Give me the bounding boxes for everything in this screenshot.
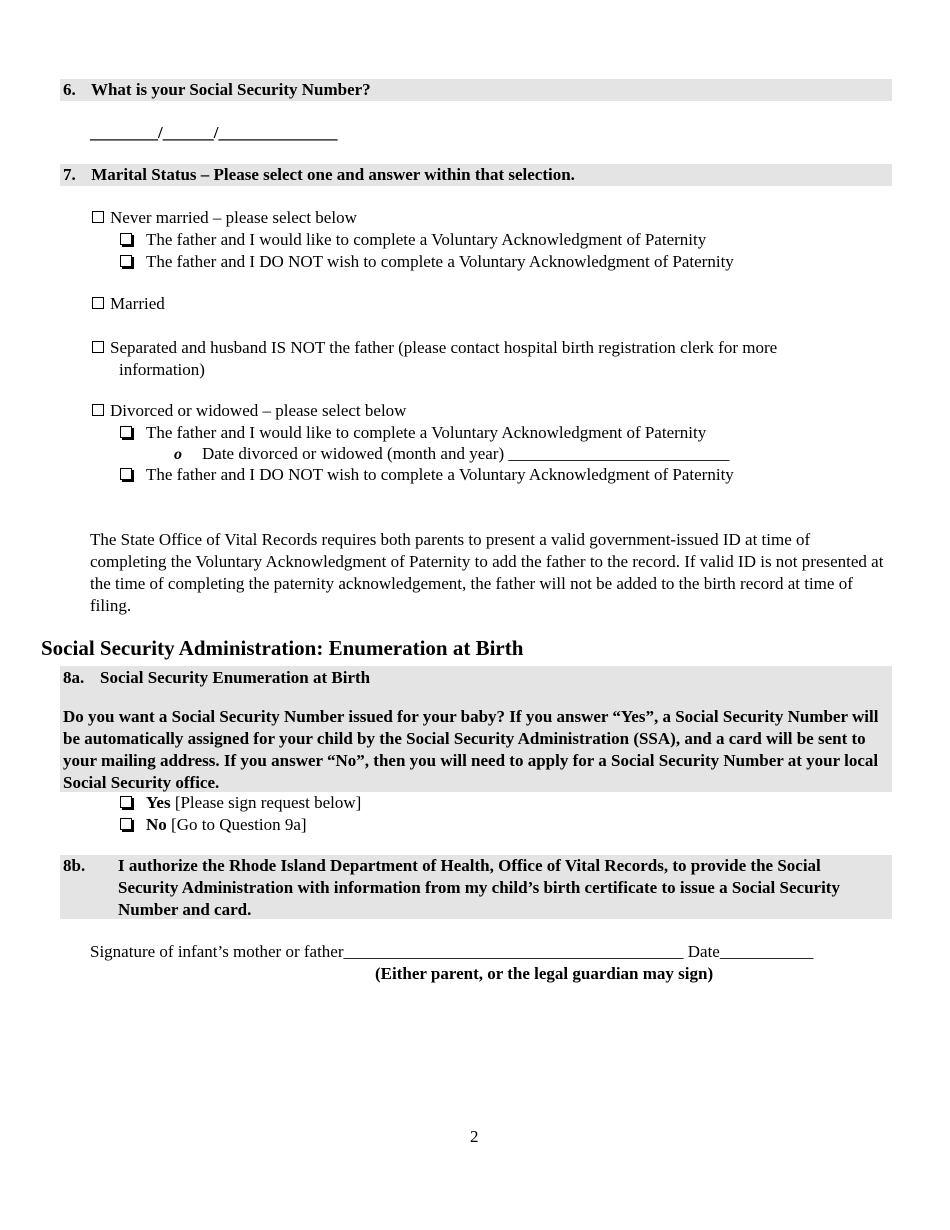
- page-number: 2: [470, 1127, 479, 1146]
- q6-question: What is your Social Security Number?: [90, 80, 371, 99]
- never-married-option[interactable]: [92, 207, 357, 229]
- checkbox-vap-yes-divorced[interactable]: [120, 426, 132, 438]
- divorced-vap-no[interactable]: [120, 464, 734, 486]
- q8a-question-text: Do you want a Social Security Number issued for your baby? If you answer “Yes”, a Social Security Number will be automatically assigned for your child by the Social Security Administration (SSA), and a card will be sent to your mailing address. If you answer “No”, then you will need to apply for a Social Security Number at your local Social Security office.: [63, 707, 879, 792]
- q8a-number: 8a.: [63, 668, 85, 687]
- ssn-no-label: No: [146, 815, 167, 834]
- q8b-block: [60, 855, 892, 919]
- checkbox-divorced[interactable]: [92, 404, 104, 416]
- checkbox-vap-no-never-married[interactable]: [120, 255, 132, 267]
- never-married-label: Never married – please select below: [110, 208, 357, 227]
- vap-yes-label: The father and I would like to complete a Voluntary Acknowledgment of Paternity: [146, 230, 707, 249]
- q8a-block: [60, 666, 892, 792]
- separated-label-line1: Separated and husband IS NOT the father (please contact hospital birth registration clerk for more: [110, 338, 778, 357]
- q8b-number: 8b.: [63, 856, 86, 875]
- ssn-input-line[interactable]: ________/______/______________: [90, 123, 338, 142]
- q7-number: 7.: [63, 165, 76, 184]
- q8a-title: Social Security Enumeration at Birth: [100, 668, 371, 687]
- separated-option[interactable]: [92, 337, 777, 359]
- ssn-yes-option[interactable]: [120, 792, 361, 814]
- q8b-authorization-text: I authorize the Rhode Island Department of Health, Office of Vital Records, to provide the Social Security Administration with information from my child’s birth certificate to issue a Social Security Number and card.: [118, 856, 840, 919]
- vap-no-label: The father and I DO NOT wish to complete a Voluntary Acknowledgment of Paternity: [146, 252, 734, 271]
- checkbox-ssn-no[interactable]: [120, 818, 132, 830]
- married-label: Married: [110, 294, 165, 313]
- checkbox-never-married[interactable]: [92, 211, 104, 223]
- married-option[interactable]: [92, 293, 165, 315]
- separated-label-line2: information): [119, 360, 205, 379]
- ssn-no-note: [Go to Question 9a]: [171, 815, 307, 834]
- checkbox-separated[interactable]: [92, 341, 104, 353]
- q7-question: Marital Status – Please select one and answer within that selection.: [91, 165, 575, 184]
- ssn-yes-label: Yes: [146, 793, 171, 812]
- divorced-vap-no-label: The father and I DO NOT wish to complete a Voluntary Acknowledgment of Paternity: [146, 465, 734, 484]
- q7-header-bar: [60, 164, 892, 186]
- ssn-yes-note: [Please sign request below]: [174, 793, 362, 812]
- checkbox-vap-no-divorced[interactable]: [120, 468, 132, 480]
- signature-field[interactable]: Signature of infant’s mother or father________________________________________ Date___________: [90, 942, 814, 961]
- divorce-date-field[interactable]: [174, 443, 729, 466]
- checkbox-vap-yes-never-married[interactable]: [120, 233, 132, 245]
- ssa-section-heading: Social Security Administration: Enumeration at Birth: [41, 636, 524, 660]
- never-married-vap-no[interactable]: [120, 251, 734, 273]
- checkbox-married[interactable]: [92, 297, 104, 309]
- q6-header-bar: [60, 79, 892, 101]
- signature-note: (Either parent, or the legal guardian may sign): [375, 964, 714, 983]
- ssn-no-option[interactable]: [120, 814, 307, 836]
- divorced-vap-yes-label: The father and I would like to complete a Voluntary Acknowledgment of Paternity: [146, 423, 707, 442]
- checkbox-ssn-yes[interactable]: [120, 796, 132, 808]
- q6-number: 6.: [63, 80, 76, 99]
- circle-bullet-icon: o: [174, 446, 182, 463]
- id-requirement-notice: The State Office of Vital Records requires both parents to present a valid government-issued ID at time of completing the Voluntary Acknowledgment of Paternity to add the father to the record. If valid ID is not presented at the time of completing the paternity acknowledgement, the father will not be added to the birth record at time of filing.: [90, 530, 884, 615]
- divorced-vap-yes[interactable]: [120, 422, 706, 444]
- divorce-date-label: Date divorced or widowed (month and year) __________________________: [202, 444, 730, 463]
- never-married-vap-yes[interactable]: [120, 229, 706, 251]
- divorced-label: Divorced or widowed – please select below: [110, 401, 407, 420]
- divorced-option[interactable]: [92, 400, 406, 422]
